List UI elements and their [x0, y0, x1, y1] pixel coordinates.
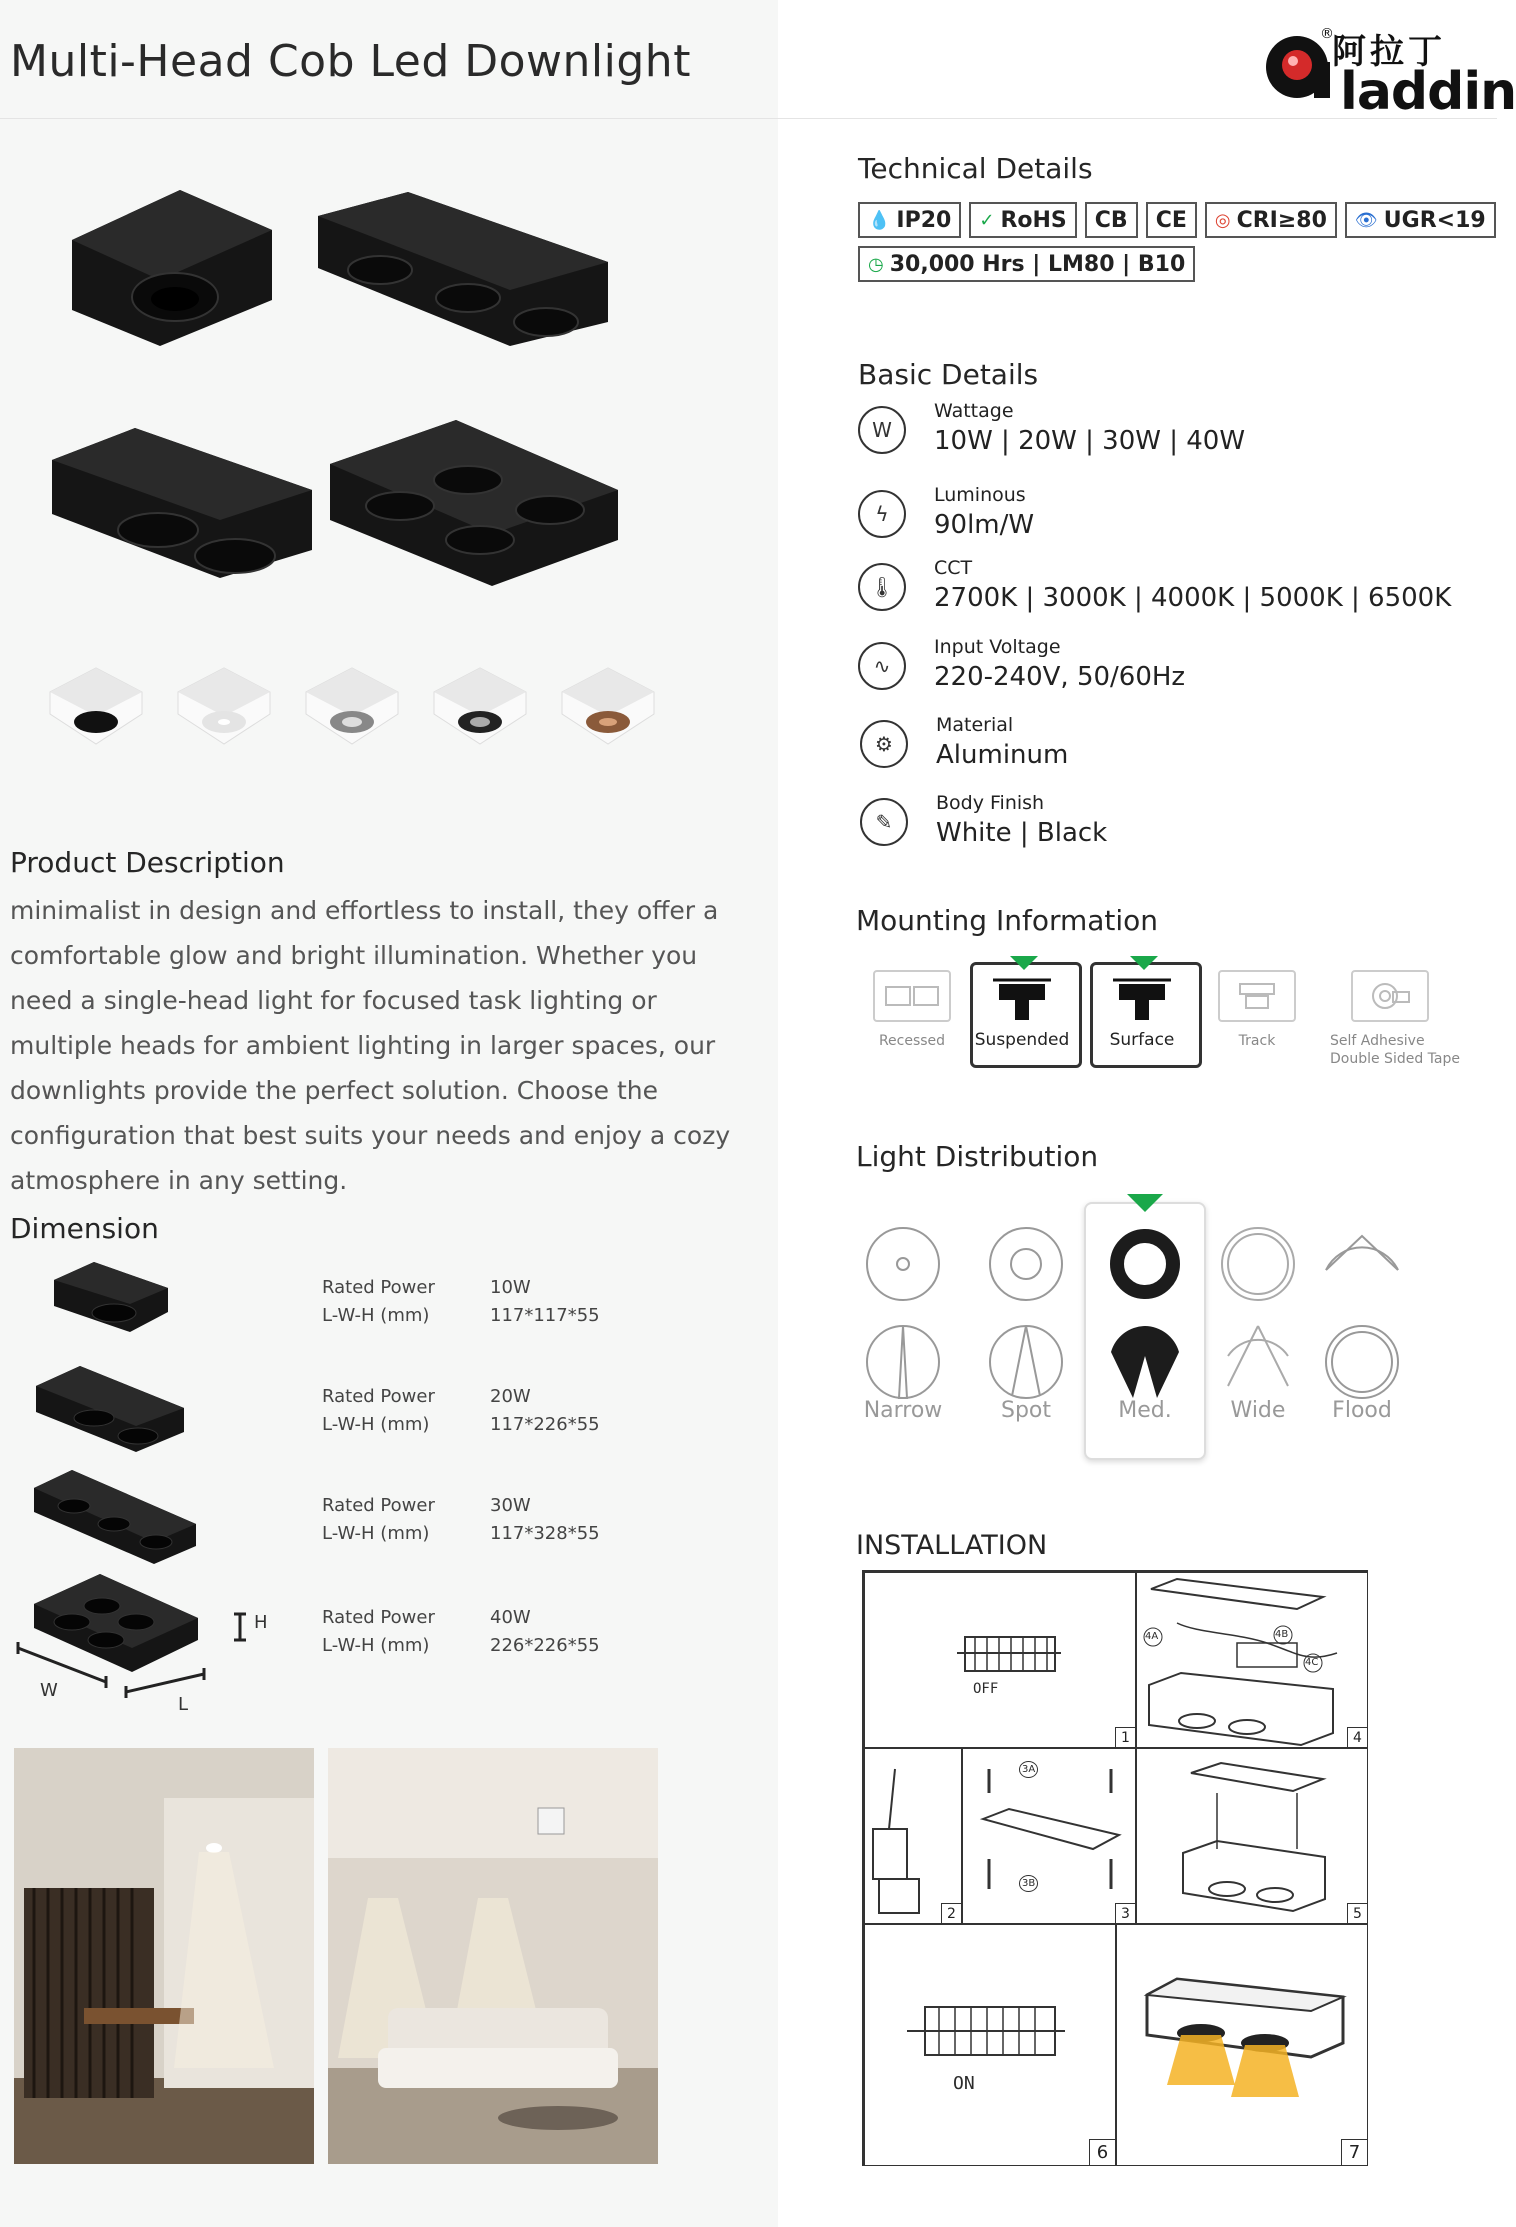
badge-ce	[1146, 202, 1197, 238]
drill-icon	[865, 1749, 963, 1925]
variant-black-reflector	[50, 668, 142, 744]
step-number: 7	[1341, 2139, 1367, 2165]
size-value: 117*117*55	[490, 1305, 600, 1326]
rated-power-value: 40W	[490, 1607, 531, 1628]
water-drop-icon: 💧	[868, 209, 891, 231]
step-3b-label: 3B	[1019, 1875, 1038, 1892]
step-4b-label: 4B	[1275, 1629, 1289, 1640]
off-label: OFF	[973, 1681, 999, 1697]
basic-row-material	[860, 714, 1480, 784]
dimension-10w-drawing	[54, 1262, 168, 1332]
badge-label: IP20	[896, 207, 952, 233]
distribution-option-flood[interactable]	[1322, 1226, 1402, 1423]
color-wheel-icon: ◎	[1214, 209, 1231, 231]
basic-row-cct	[858, 557, 1478, 627]
badge-cri	[1205, 202, 1337, 238]
mount-option-surface[interactable]	[1092, 970, 1192, 1050]
basic-value: White | Black	[936, 818, 1108, 848]
axis-w-label: W	[40, 1680, 58, 1701]
light-distribution-heading: Light Distribution	[856, 1140, 1099, 1173]
badge-ip20	[858, 202, 961, 238]
variant-chrome-reflector	[434, 668, 526, 744]
voltage-icon: ∿	[858, 642, 906, 690]
distribution-label: Narrow	[863, 1398, 943, 1423]
product-triple-head	[318, 192, 608, 346]
badge-lifetime	[858, 246, 1195, 282]
step-number: 4	[1347, 1727, 1367, 1747]
brand-logo	[1262, 18, 1516, 122]
logo-mark-icon	[1262, 32, 1332, 102]
mount-option-recessed[interactable]	[862, 970, 962, 1050]
basic-value: 2700K | 3000K | 4000K | 5000K | 6500K	[934, 583, 1452, 613]
spot-beam-icon	[986, 1226, 1066, 1386]
recessed-icon	[873, 970, 951, 1022]
mounting-plate-icon	[963, 1749, 1137, 1925]
luminous-icon: ϟ	[858, 490, 906, 538]
wiring-icon	[1137, 1573, 1369, 1749]
install-step-5	[1136, 1748, 1368, 1924]
room-photo-living-room	[328, 1748, 658, 2164]
installation-heading: INSTALLATION	[856, 1530, 1048, 1561]
badge-label: RoHS	[1000, 207, 1067, 233]
rated-power-value: 30W	[490, 1495, 531, 1516]
step-number: 1	[1115, 1727, 1135, 1747]
logo-chinese: 阿拉丁	[1332, 32, 1446, 72]
step-number: 6	[1089, 2139, 1115, 2165]
step-3a-label: 3A	[1019, 1761, 1038, 1778]
distribution-option-med[interactable]	[1105, 1226, 1185, 1423]
basic-label: Wattage	[934, 400, 1014, 422]
finish-icon: ✎	[860, 798, 908, 846]
badge-label: 30,000 Hrs | LM80 | B10	[889, 251, 1186, 277]
mount-option-track[interactable]	[1207, 970, 1307, 1050]
cct-icon: 🌡	[858, 563, 906, 611]
mount-label: Surface	[1109, 1030, 1175, 1050]
install-step-2	[864, 1748, 962, 1924]
variant-white-reflector	[178, 668, 270, 744]
basic-label: Material	[936, 714, 1014, 736]
wide-beam-icon	[1218, 1226, 1298, 1386]
logo-registered: ®	[1320, 26, 1334, 42]
mount-label: Self Adhesive Double Sided Tape	[1330, 1033, 1460, 1067]
rated-power-label: Rated Power	[322, 1495, 435, 1516]
size-value: 117*226*55	[490, 1414, 600, 1435]
basic-label: CCT	[934, 557, 973, 579]
install-step-7	[1116, 1924, 1368, 2166]
distribution-label: Wide	[1230, 1398, 1286, 1423]
medium-beam-icon	[1105, 1226, 1185, 1386]
header-divider	[0, 118, 1497, 119]
install-step-6	[864, 1924, 1116, 2166]
white-variants	[46, 664, 666, 752]
installation-diagram-grid	[862, 1570, 1368, 2166]
step-number: 2	[941, 1903, 961, 1923]
surface-icon	[1107, 974, 1177, 1024]
product-description-text: minimalist in design and effortless to install, they offer a comfortable glow and bright illumination. Whether you need a single-head light for focused task lighting or multiple heads for ambient lighting in larger spaces, our downlights provide the perfect solution. Choose the configuration that best suits your needs and enjoy a cozy atmosphere in any setting.	[10, 896, 731, 1195]
mount-label: Track	[1238, 1033, 1276, 1049]
badge-ugr	[1345, 202, 1496, 238]
rated-power-value: 20W	[490, 1386, 531, 1407]
basic-details-heading: Basic Details	[858, 358, 1039, 391]
size-value: 117*328*55	[490, 1523, 600, 1544]
narrow-beam-icon	[863, 1226, 943, 1386]
wattage-icon: W	[858, 406, 906, 454]
clock-icon: ◷	[868, 253, 884, 275]
badge-rohs	[969, 202, 1076, 238]
step-4a-label: 4A	[1145, 1631, 1159, 1642]
install-step-4	[1136, 1572, 1368, 1748]
logo-english: laddin	[1340, 62, 1516, 122]
technical-details-heading: Technical Details	[858, 152, 1093, 185]
mount-option-suspended[interactable]	[972, 970, 1072, 1050]
basic-row-wattage	[858, 400, 1478, 470]
distribution-label: Spot	[1000, 1398, 1051, 1423]
badge-label: CE	[1155, 207, 1187, 233]
material-icon: ⚙	[860, 720, 908, 768]
page-title: Multi-Head Cob Led Downlight	[10, 36, 691, 87]
step-number: 3	[1115, 1903, 1135, 1923]
size-label: L-W-H (mm)	[322, 1305, 430, 1326]
track-icon	[1218, 970, 1296, 1022]
dimension-30w-drawing	[34, 1470, 196, 1564]
rated-power-label: Rated Power	[322, 1386, 435, 1407]
eye-icon: 👁	[1354, 209, 1378, 231]
product-description-heading: Product Description	[10, 846, 285, 879]
room-photo-hallway	[14, 1748, 314, 2164]
suspended-icon	[987, 974, 1057, 1024]
attach-fixture-icon	[1137, 1749, 1369, 1925]
product-renders	[40, 180, 680, 580]
basic-label: Body Finish	[936, 792, 1045, 814]
install-step-3	[962, 1748, 1136, 1924]
on-label: ON	[953, 2073, 975, 2094]
axis-l-label: L	[178, 1694, 189, 1715]
breaker-on-icon	[865, 1925, 1117, 2167]
selected-distribution-marker-icon	[1127, 1194, 1163, 1212]
mount-label: Recessed	[878, 1033, 946, 1049]
badge-label: UGR<19	[1383, 207, 1486, 233]
product-quad-head	[330, 420, 618, 586]
distribution-label: Flood	[1332, 1398, 1392, 1423]
size-label: L-W-H (mm)	[322, 1523, 430, 1544]
size-label: L-W-H (mm)	[322, 1414, 430, 1435]
check-leaf-icon: ✓	[979, 209, 995, 231]
product-double-head	[52, 428, 312, 578]
variant-silver-reflector	[306, 668, 398, 744]
tape-icon	[1351, 970, 1429, 1022]
rated-power-value: 10W	[490, 1277, 531, 1298]
step-4c-label: 4C	[1305, 1657, 1319, 1668]
basic-value: Aluminum	[936, 740, 1069, 770]
rated-power-label: Rated Power	[322, 1277, 435, 1298]
flood-beam-icon	[1322, 1226, 1402, 1386]
certification-badges	[858, 202, 1498, 282]
selected-marker-icon	[1130, 956, 1158, 970]
variant-bronze-reflector	[562, 668, 654, 744]
basic-row-luminous	[858, 484, 1478, 554]
basic-row-finish	[860, 792, 1480, 862]
badge-label: CRI≥80	[1236, 207, 1327, 233]
rated-power-label: Rated Power	[322, 1607, 435, 1628]
install-step-1	[864, 1572, 1136, 1748]
distribution-option-wide[interactable]	[1218, 1226, 1298, 1423]
basic-value: 10W | 20W | 30W | 40W	[934, 426, 1246, 456]
product-single-head	[72, 190, 272, 346]
size-label: L-W-H (mm)	[322, 1635, 430, 1656]
badge-label: CB	[1094, 207, 1128, 233]
dimension-heading: Dimension	[10, 1212, 159, 1245]
mount-option-tape[interactable]	[1320, 970, 1460, 1068]
basic-label: Luminous	[934, 484, 1026, 506]
size-value: 226*226*55	[490, 1635, 600, 1656]
distribution-option-narrow[interactable]	[863, 1226, 943, 1423]
distribution-label: Med.	[1118, 1398, 1172, 1423]
mounting-heading: Mounting Information	[856, 904, 1159, 937]
basic-value: 220-240V, 50/60Hz	[934, 662, 1186, 692]
mount-label: Suspended	[974, 1030, 1070, 1050]
dimension-40w-drawing	[34, 1574, 198, 1672]
step-number: 5	[1347, 1903, 1367, 1923]
basic-label: Input Voltage	[934, 636, 1061, 658]
basic-value: 90lm/W	[934, 510, 1035, 540]
badge-cb	[1085, 202, 1138, 238]
axis-h-label: H	[254, 1612, 268, 1633]
distribution-option-spot[interactable]	[986, 1226, 1066, 1423]
selected-marker-icon	[1010, 956, 1038, 970]
dimension-20w-drawing	[36, 1366, 184, 1452]
basic-row-voltage	[858, 636, 1478, 706]
dimension-drawings	[14, 1258, 274, 1718]
breaker-off-icon	[865, 1573, 1137, 1749]
lit-fixture-icon	[1117, 1925, 1369, 2167]
